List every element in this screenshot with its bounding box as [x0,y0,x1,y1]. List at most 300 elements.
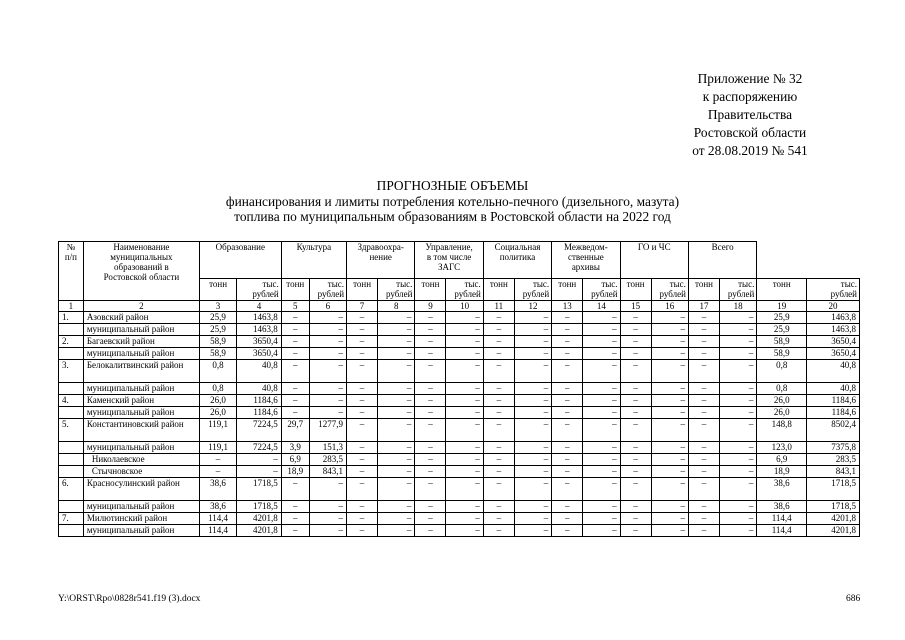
value-cell: – [281,312,309,324]
value-cell: – [483,395,514,407]
header-group: Здравоохра- нение [347,242,415,279]
value-cell: – [514,501,551,513]
value-cell: – [281,395,309,407]
row-number [59,454,84,466]
header-unit: тонн [199,279,236,301]
value-cell: – [720,407,757,419]
title-line: ПРОГНОЗНЫЕ ОБЪЕМЫ [376,178,529,193]
value-cell: – [281,407,309,419]
value-cell: – [620,513,651,525]
value-cell: – [347,407,378,419]
value-cell: – [415,383,446,395]
value-cell: 40,8 [237,360,282,383]
row-number [59,383,84,395]
header-unit: тыс. рублей [378,279,415,301]
header-unit: тыс. рублей [583,279,620,301]
value-cell: 7224,5 [237,442,282,454]
value-cell: 25,9 [757,312,807,324]
value-cell: – [415,501,446,513]
column-number: 2 [83,301,199,312]
column-number: 19 [757,301,807,312]
value-cell: – [651,454,688,466]
value-cell: – [552,525,583,537]
value-cell: – [199,466,236,478]
value-cell: – [620,348,651,360]
value-cell: – [309,360,346,383]
value-cell: – [651,501,688,513]
value-cell: – [446,360,483,383]
row-name: Красносулинский район [83,478,199,501]
column-number: 7 [347,301,378,312]
value-cell: – [281,383,309,395]
row-number: 4. [59,395,84,407]
column-number: 1 [59,301,84,312]
value-cell: – [552,360,583,383]
value-cell: – [446,454,483,466]
row-number [59,407,84,419]
value-cell: – [720,454,757,466]
value-cell: 25,9 [199,312,236,324]
value-cell: – [720,360,757,383]
value-cell: 114,4 [199,525,236,537]
column-number: 8 [378,301,415,312]
appendix-line: Правительства [707,107,793,122]
value-cell: – [347,501,378,513]
value-cell: – [446,395,483,407]
value-cell: – [415,324,446,336]
value-cell: – [688,513,719,525]
value-cell: – [514,348,551,360]
value-cell: – [720,395,757,407]
value-cell: – [378,466,415,478]
header-group: Межведом- ственные архивы [552,242,620,279]
value-cell: – [446,513,483,525]
value-cell: – [620,360,651,383]
value-cell: – [720,466,757,478]
value-cell: 26,0 [199,395,236,407]
value-cell: 1718,5 [807,478,860,501]
row-name: муниципальный район [83,442,199,454]
value-cell: – [651,407,688,419]
value-cell: 58,9 [757,336,807,348]
value-cell: – [378,407,415,419]
value-cell: 1184,6 [237,395,282,407]
value-cell: 0,8 [757,360,807,383]
value-cell: – [583,478,620,501]
header-group: Всего [688,242,756,279]
value-cell: 1463,8 [807,324,860,336]
value-cell: – [309,395,346,407]
value-cell: – [620,419,651,442]
value-cell: – [620,466,651,478]
value-cell: 1463,8 [237,324,282,336]
header-unit: тыс. рублей [720,279,757,301]
value-cell: – [483,466,514,478]
table-row [59,360,860,383]
value-cell: – [583,513,620,525]
value-cell: 3650,4 [237,336,282,348]
value-cell: – [583,336,620,348]
value-cell: – [583,360,620,383]
value-cell: 3650,4 [237,348,282,360]
value-cell: – [378,442,415,454]
value-cell: 7224,5 [237,419,282,442]
value-cell: – [347,336,378,348]
value-cell: 26,0 [757,407,807,419]
value-cell: 4201,8 [807,525,860,537]
value-cell: – [620,324,651,336]
table-row [59,419,860,442]
value-cell: – [483,454,514,466]
row-name: Константиновский район [83,419,199,442]
header-name: Наименование муниципальных образований в Ростовской области [83,242,199,301]
value-cell: – [514,454,551,466]
value-cell: – [583,454,620,466]
header-unit: тонн [552,279,583,301]
header-group: ГО и ЧС [620,242,688,279]
value-cell: – [514,407,551,419]
value-cell: – [514,513,551,525]
value-cell: – [347,312,378,324]
value-cell: – [651,466,688,478]
value-cell: 1718,5 [807,501,860,513]
value-cell: – [483,360,514,383]
column-number: 13 [552,301,583,312]
value-cell: – [237,454,282,466]
value-cell: – [309,383,346,395]
value-cell: – [446,466,483,478]
header-group: Социальная политика [483,242,551,279]
page-number: 686 [846,594,861,604]
value-cell: – [378,501,415,513]
header-unit: тонн [281,279,309,301]
value-cell: 114,4 [757,525,807,537]
value-cell: – [483,336,514,348]
header-group: Образование [199,242,281,279]
value-cell: 26,0 [199,407,236,419]
value-cell: – [651,312,688,324]
row-name: Милютинский район [83,513,199,525]
value-cell: 58,9 [199,348,236,360]
row-name: Багаевский район [83,336,199,348]
row-number [59,525,84,537]
value-cell: – [347,454,378,466]
value-cell: 58,9 [757,348,807,360]
column-number: 3 [199,301,236,312]
value-cell: – [514,466,551,478]
row-name: муниципальный район [83,348,199,360]
value-cell: – [415,525,446,537]
value-cell: 3650,4 [807,336,860,348]
column-number: 15 [620,301,651,312]
value-cell: 0,8 [199,360,236,383]
row-name: Стычновское [83,466,199,478]
document-title [0,178,905,225]
row-number: 7. [59,513,84,525]
value-cell: 1463,8 [237,312,282,324]
value-cell: – [651,360,688,383]
value-cell: 25,9 [199,324,236,336]
value-cell: – [415,478,446,501]
value-cell: 8502,4 [807,419,860,442]
value-cell: 1718,5 [237,478,282,501]
value-cell: – [720,513,757,525]
value-cell: – [483,442,514,454]
value-cell: – [620,525,651,537]
header-unit: тыс. рублей [309,279,346,301]
value-cell: 40,8 [807,383,860,395]
header-unit: тыс. рублей [651,279,688,301]
value-cell: 843,1 [807,466,860,478]
value-cell: – [720,525,757,537]
header-unit: тонн [757,279,807,301]
value-cell: – [309,324,346,336]
row-name: Николаевское [83,454,199,466]
header-unit: тыс. рублей [446,279,483,301]
value-cell: – [483,312,514,324]
header-unit: тонн [415,279,446,301]
header-unit: тонн [347,279,378,301]
value-cell: – [651,336,688,348]
value-cell: – [620,312,651,324]
value-cell: – [281,513,309,525]
value-cell: – [378,336,415,348]
value-cell: 18,9 [281,466,309,478]
value-cell: – [688,360,719,383]
value-cell: – [620,336,651,348]
value-cell: – [514,324,551,336]
value-cell: – [720,419,757,442]
value-cell: – [651,419,688,442]
value-cell: – [281,348,309,360]
table-row [59,513,860,525]
value-cell: 1463,8 [807,312,860,324]
value-cell: – [446,336,483,348]
value-cell: – [583,407,620,419]
value-cell: – [583,348,620,360]
value-cell: – [514,360,551,383]
row-name: Каменский район [83,395,199,407]
appendix-line: к распоряжению [702,89,798,104]
value-cell: – [583,312,620,324]
value-cell: – [514,336,551,348]
value-cell: 4201,8 [237,513,282,525]
column-number: 9 [415,301,446,312]
value-cell: – [688,525,719,537]
value-cell: – [688,419,719,442]
appendix-line: Ростовской области [693,125,807,140]
value-cell: – [347,360,378,383]
value-cell: – [378,513,415,525]
value-cell: – [583,501,620,513]
value-cell: – [378,478,415,501]
value-cell: – [309,513,346,525]
header-unit: тонн [688,279,719,301]
value-cell: 25,9 [757,324,807,336]
value-cell: – [720,336,757,348]
table-row [59,442,860,454]
table-row [59,407,860,419]
value-cell: 58,9 [199,336,236,348]
header-unit: тонн [620,279,651,301]
value-cell: – [651,348,688,360]
value-cell: 0,8 [199,383,236,395]
value-cell: – [688,454,719,466]
value-cell: – [583,442,620,454]
value-cell: – [415,419,446,442]
value-cell: – [514,395,551,407]
value-cell: – [347,383,378,395]
value-cell: 6,9 [281,454,309,466]
value-cell: – [651,395,688,407]
row-name: муниципальный район [83,525,199,537]
value-cell: – [583,383,620,395]
value-cell: – [583,419,620,442]
value-cell: – [514,478,551,501]
value-cell: – [415,513,446,525]
value-cell: – [552,466,583,478]
value-cell: – [483,478,514,501]
value-cell: – [552,336,583,348]
value-cell: – [281,478,309,501]
value-cell: 283,5 [309,454,346,466]
row-number [59,324,84,336]
value-cell: 1277,9 [309,419,346,442]
value-cell: – [688,466,719,478]
value-cell: – [688,501,719,513]
value-cell: – [415,336,446,348]
value-cell: – [620,454,651,466]
value-cell: 148,8 [757,419,807,442]
value-cell: – [552,478,583,501]
column-number: 5 [281,301,309,312]
value-cell: 119,1 [199,442,236,454]
row-number: 2. [59,336,84,348]
value-cell: – [552,383,583,395]
value-cell: – [415,466,446,478]
column-number: 18 [720,301,757,312]
value-cell: 4201,8 [807,513,860,525]
value-cell: 151,3 [309,442,346,454]
value-cell: – [378,348,415,360]
value-cell: – [514,383,551,395]
row-name: муниципальный район [83,383,199,395]
value-cell: 1718,5 [237,501,282,513]
value-cell: – [583,395,620,407]
appendix-block [655,70,845,160]
appendix-line: от 28.08.2019 № 541 [692,143,808,158]
value-cell: 283,5 [807,454,860,466]
value-cell: – [552,454,583,466]
table-row [59,395,860,407]
row-name: Белокалитвинский район [83,360,199,383]
table-row [59,383,860,395]
value-cell: 114,4 [757,513,807,525]
column-number: 20 [807,301,860,312]
value-cell: – [446,501,483,513]
value-cell: – [415,312,446,324]
value-cell: – [309,525,346,537]
value-cell: – [720,324,757,336]
table-row [59,454,860,466]
value-cell: – [552,312,583,324]
value-cell: – [620,442,651,454]
value-cell: – [651,383,688,395]
table-row [59,348,860,360]
value-cell: – [347,478,378,501]
value-cell: – [483,419,514,442]
value-cell: – [347,442,378,454]
value-cell: – [347,395,378,407]
header-unit: тыс. рублей [807,279,860,301]
value-cell: – [347,419,378,442]
value-cell: 843,1 [309,466,346,478]
value-cell: – [552,442,583,454]
value-cell: – [415,348,446,360]
table-row [59,324,860,336]
value-cell: 38,6 [199,501,236,513]
value-cell: – [281,324,309,336]
value-cell: – [415,407,446,419]
value-cell: – [446,478,483,501]
value-cell: – [415,395,446,407]
value-cell: 114,4 [199,513,236,525]
value-cell: – [378,395,415,407]
column-number: 11 [483,301,514,312]
column-number: 16 [651,301,688,312]
value-cell: – [651,478,688,501]
column-number: 14 [583,301,620,312]
table-row [59,478,860,501]
value-cell: – [688,395,719,407]
row-number [59,466,84,478]
value-cell: – [651,324,688,336]
value-cell: – [620,383,651,395]
header-group: Управление, в том числе ЗАГС [415,242,483,279]
value-cell: 38,6 [757,501,807,513]
value-cell: 38,6 [757,478,807,501]
value-cell: – [620,395,651,407]
row-name: муниципальный район [83,324,199,336]
value-cell: – [514,419,551,442]
value-cell: – [483,407,514,419]
footer-file-path: Y:\ORST\Rpo\0828r541.f19 (3).docx [58,594,201,604]
value-cell: – [446,407,483,419]
header-unit: тонн [483,279,514,301]
table-row [59,336,860,348]
value-cell: 40,8 [237,383,282,395]
value-cell: – [281,525,309,537]
value-cell: – [514,442,551,454]
value-cell: – [378,383,415,395]
value-cell: – [483,525,514,537]
value-cell: – [378,419,415,442]
value-cell: 18,9 [757,466,807,478]
value-cell: – [688,336,719,348]
value-cell: 6,9 [757,454,807,466]
column-number: 6 [309,301,346,312]
value-cell: 29,7 [281,419,309,442]
value-cell: 4201,8 [237,525,282,537]
value-cell: – [552,324,583,336]
title-line: топлива по муниципальным образованиям в Ростовской области на 2022 год [234,209,671,224]
column-number: 4 [237,301,282,312]
value-cell: 1184,6 [237,407,282,419]
value-cell: – [309,501,346,513]
value-cell: – [552,513,583,525]
value-cell: – [446,348,483,360]
value-cell: – [378,312,415,324]
